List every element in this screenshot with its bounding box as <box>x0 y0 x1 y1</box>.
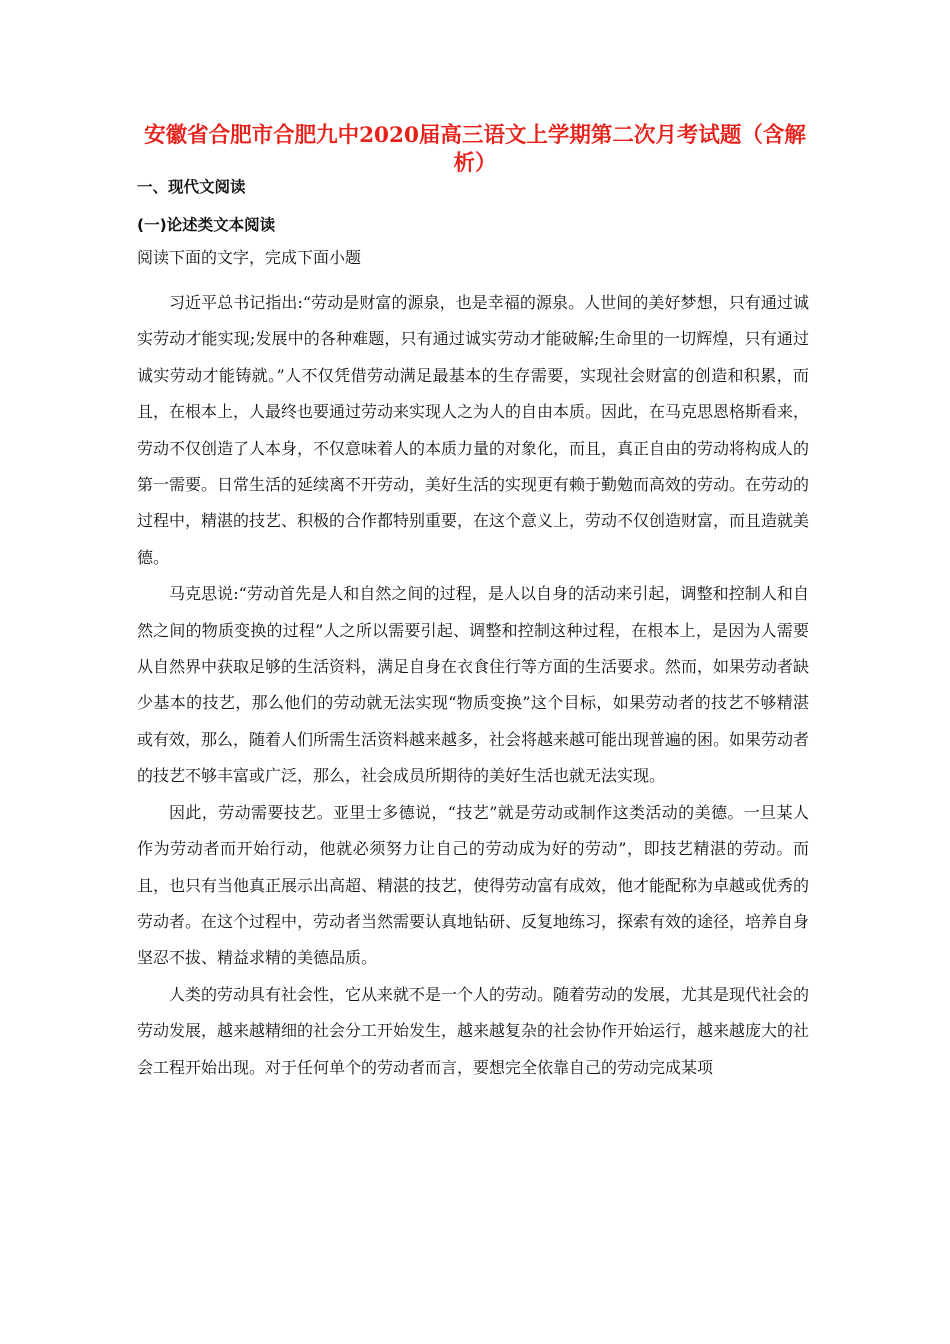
paragraph-3: 因此，劳动需要技艺。亚里士多德说，“技艺”就是劳动或制作这类活动的美德。一旦某人作为劳动者而开始行动，他就必须努力让自己的劳动成为好的劳动”，即技艺精湛的劳动。而且，也只有当他真正展示出高超、精湛的技艺，使得劳动富有成效，他才能配称为卓越或优秀的劳动者。在这个过程中，劳动者当然需要认真地钻研、反复地练习，探索有效的途径，培养自身坚忍不拔、精益求精的美德品质。 <box>137 802 810 968</box>
article-body <box>137 285 809 1086</box>
paragraph-2: 马克思说:“劳动首先是人和自然之间的过程，是人以自身的活动来引起，调整和控制人和自然之间的物质变换的过程”人之所以需要引起、调整和控制这种过程，在根本上，是因为人需要从自然界中获取足够的生活资料，满足自身在衣食住行等方面的生活要求。然而，如果劳动者缺少基本的技艺，那么他们的劳动就无法实现“物质变换”这个目标，如果劳动者的技艺不够精湛或有效，那么，随着人们所需生活资料越来越多，社会将越来越可能出现普遍的困。如果劳动者的技艺不够丰富或广泛，那么，社会成员所期待的美好生活也就无法实现。 <box>137 584 810 786</box>
reading-instruction: 阅读下面的文字，完成下面小题 <box>137 248 362 267</box>
paragraph-4: 人类的劳动具有社会性，它从来就不是一个人的劳动。随着劳动的发展，尤其是现代社会的劳动发展，越来越精细的社会分工开始发生，越来越复杂的社会协作开始运行，越来越庞大的社会工程开始出现。对于任何单个的劳动者而言，要想完全依靠自己的劳动完成某项 <box>137 984 810 1077</box>
subsection-heading: (一)论述类文本阅读 <box>137 216 276 234</box>
document-title: 安徽省合肥市合肥九中2020届高三语文上学期第二次月考试题（含解析） <box>144 123 806 176</box>
paragraph-1: 习近平总书记指出:“劳动是财富的源泉，也是幸福的源泉。人世间的美好梦想，只有通过诚实劳动才能实现;发展中的各种难题，只有通过诚实劳动才能破解;生命里的一切辉煌，只有通过诚实劳动才能铸就。”人不仅凭借劳动满足最基本的生存需要，实现社会财富的创造和积累，而且，在根本上，人最终也要通过劳动来实现人之为人的自由本质。因此，在马克思恩格斯看来，劳动不仅创造了人本身，不仅意味着人的本质力量的对象化，而且，真正自由的劳动将构成人的第一需要。日常生活的延续离不开劳动，美好生活的实现更有赖于勤勉而高效的劳动。在劳动的过程中，精湛的技艺、积极的合作都特别重要，在这个意义上，劳动不仅创造财富，而且造就美德。 <box>137 293 810 567</box>
section-heading: 一、现代文阅读 <box>137 178 246 196</box>
